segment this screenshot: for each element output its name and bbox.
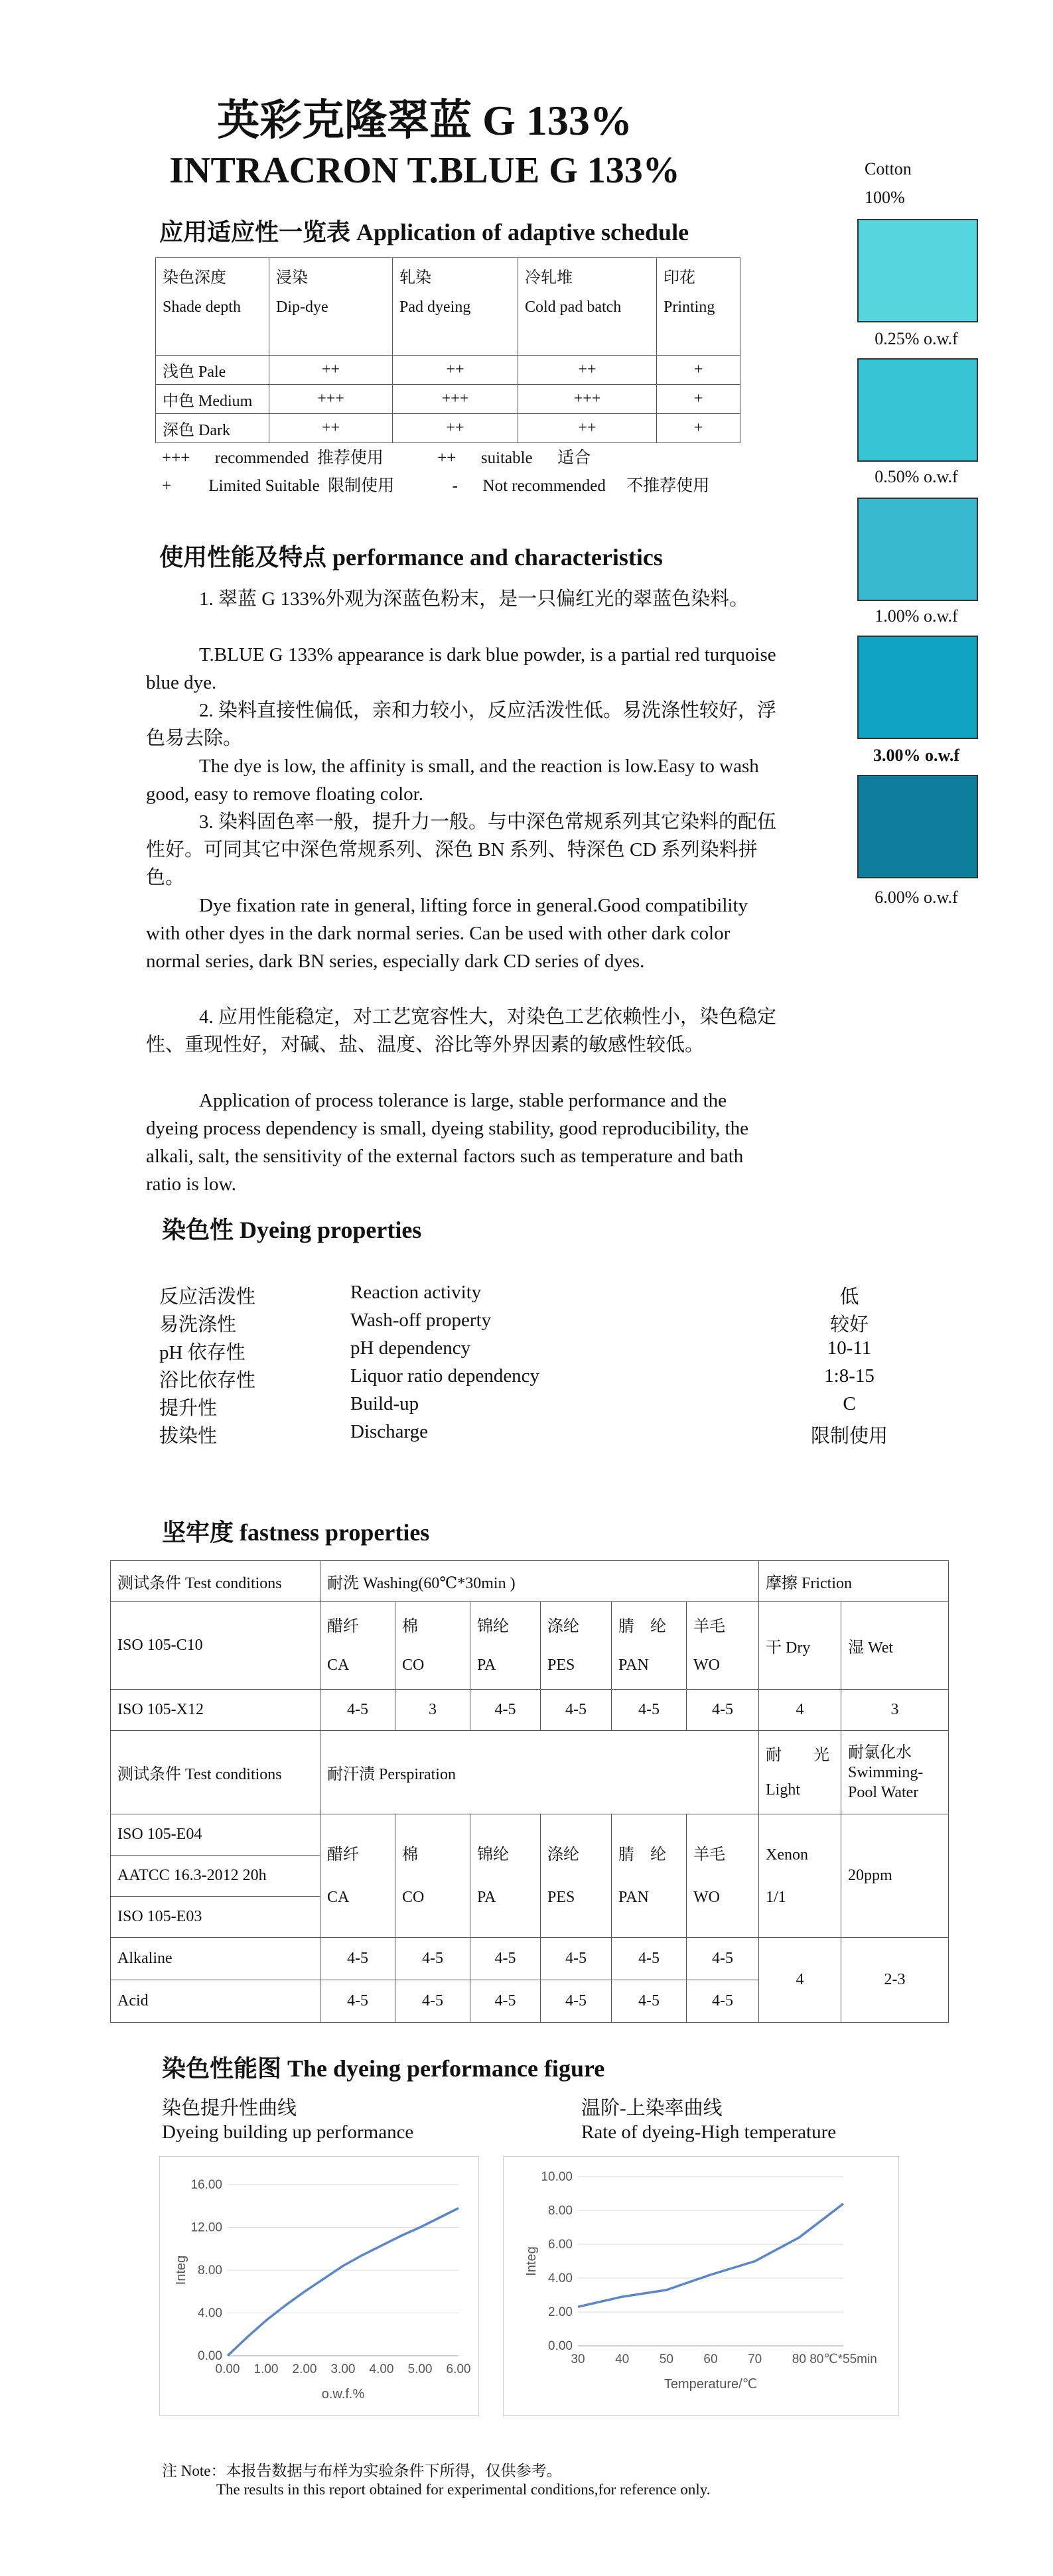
y-axis-title: Integ bbox=[524, 2246, 539, 2276]
right-chart bbox=[503, 2156, 899, 2416]
dyeing-en-2: pH dependency bbox=[350, 1337, 471, 1359]
rate-of-dyeing-chart bbox=[504, 2157, 898, 2415]
swatch-label-6-00: 6.00% o.w.f bbox=[875, 888, 958, 907]
cell-chlorine-value: 2-3 bbox=[841, 1938, 949, 2023]
cell-dark-pad: ++ bbox=[393, 414, 518, 443]
cell-perspiration: 耐汗渍 Perspiration bbox=[320, 1731, 759, 1814]
cell-fiber-ca: 醋纤 CA bbox=[320, 1602, 395, 1690]
cell-acid-ca: 4-5 bbox=[320, 1980, 395, 2023]
figure-heading: 染色性能图 The dyeing performance figure bbox=[162, 2055, 605, 2082]
cell-acid-pa: 4-5 bbox=[470, 1980, 541, 2023]
fastness-row-perspiration bbox=[111, 1731, 949, 1814]
cell-pale-print: + bbox=[657, 356, 740, 385]
series-line bbox=[578, 2204, 843, 2307]
performance-heading: 使用性能及特点 performance and characteristics bbox=[159, 544, 663, 571]
swatch-6-00 bbox=[857, 775, 978, 878]
dyeing-cn-5: 拔染性 bbox=[159, 1426, 218, 1447]
cell-pale-cold: ++ bbox=[518, 356, 657, 385]
y-tick-label: 2.00 bbox=[548, 2305, 573, 2319]
swatch-1-00 bbox=[857, 498, 978, 601]
cell-pale-pad: ++ bbox=[393, 356, 518, 385]
cell-x12-co: 3 bbox=[395, 1690, 470, 1731]
cell-x12-pa: 4-5 bbox=[470, 1690, 541, 1731]
cell-iso-c10: ISO 105-C10 bbox=[111, 1602, 320, 1690]
swatch-0-50 bbox=[857, 358, 978, 462]
application-legend-1: +++ recommended 推荐使用 ++ suitable 适合 bbox=[162, 449, 591, 467]
fastness-row-alkaline bbox=[111, 1938, 949, 1980]
performance-p4-cn: 4. 应用性能稳定，对工艺宽容性大，对染色工艺依赖性小，染色稳定性、重现性好，对碱、盐、温度、浴比等外界因素的敏感性较低。 bbox=[146, 1006, 777, 1055]
cell-alkaline-co: 4-5 bbox=[395, 1938, 470, 1980]
left-chart bbox=[159, 2156, 479, 2416]
application-legend-2: + Limited Suitable 限制使用 - Not recommended 不推荐使用 bbox=[162, 477, 710, 495]
y-tick-label: 8.00 bbox=[198, 2264, 222, 2277]
y-tick-label: 16.00 bbox=[190, 2178, 222, 2192]
x-tick-label: 60 bbox=[703, 2352, 718, 2366]
x-tick-label: 6.00 bbox=[446, 2362, 471, 2376]
performance-p1-en: T.BLUE G 133% appearance is dark blue powder, is a partial red turquoise blue dye. bbox=[146, 644, 776, 693]
dyeing-heading: 染色性 Dyeing properties bbox=[162, 1217, 422, 1243]
dyeing-cn-4: 提升性 bbox=[159, 1398, 218, 1419]
x-tick-label: 0.00 bbox=[215, 2362, 240, 2376]
building-up-chart bbox=[160, 2157, 478, 2415]
performance-p3-cn: 3. 染料固色率一般，提升力一般。与中深色常规系列其它染料的配伍性好。可同其它中深色常规系列、深色 BN 系列、特深色 CD 系列染料拼色。 bbox=[146, 811, 777, 888]
cell-alkaline-ca: 4-5 bbox=[320, 1938, 395, 1980]
cell-dry: 干 Dry bbox=[759, 1602, 841, 1690]
x-tick-label: 70 bbox=[748, 2352, 762, 2366]
cell-wet: 湿 Wet bbox=[841, 1602, 949, 1690]
cell-friction: 摩擦 Friction bbox=[759, 1561, 949, 1602]
cell-dark-print: + bbox=[657, 414, 740, 443]
header-pad-dyeing: 轧染 Pad dyeing bbox=[393, 258, 518, 356]
cell-dark-dip: ++ bbox=[269, 414, 393, 443]
header-printing: 印花 Printing bbox=[657, 258, 740, 356]
cell-medium: 中色 Medium bbox=[156, 385, 269, 414]
dyeing-val-0: 低 bbox=[839, 1286, 859, 1308]
x-tick-label: 80℃*55min bbox=[809, 2352, 877, 2366]
application-row-dark bbox=[156, 414, 740, 443]
dyeing-val-3: 1:8-15 bbox=[824, 1365, 875, 1387]
header-cold-pad-batch: 冷轧堆 Cold pad batch bbox=[518, 258, 657, 356]
series-line bbox=[228, 2208, 458, 2356]
application-row-pale bbox=[156, 356, 740, 385]
performance-p3-en: Dye fixation rate in general, lifting force in general.Good compatibility with other dyes in the dark normal series. Can be used with other dark color normal series, dark BN series, especially dark CD series of dyes. bbox=[146, 895, 748, 972]
cell-medium-print: + bbox=[657, 385, 740, 414]
swatch-label-0-25: 0.25% o.w.f bbox=[875, 329, 958, 348]
cell-x12-pan: 4-5 bbox=[612, 1690, 687, 1731]
cell-fiber-pa-2: 锦纶 PA bbox=[470, 1814, 541, 1938]
cell-pale-dip: ++ bbox=[269, 356, 393, 385]
cell-fiber-wo: 羊毛 WO bbox=[687, 1602, 759, 1690]
x-axis-title: Temperature/℃ bbox=[664, 2377, 758, 2392]
cell-fiber-ca-2: 醋纤 CA bbox=[320, 1814, 395, 1938]
left-chart-title-en: Dyeing building up performance bbox=[162, 2122, 414, 2143]
dyeing-en-1: Wash-off property bbox=[350, 1310, 492, 1331]
dyeing-en-3: Liquor ratio dependency bbox=[350, 1365, 540, 1387]
dyeing-cn-2: pH 依存性 bbox=[159, 1342, 246, 1363]
cotton-label: Cotton bbox=[865, 159, 912, 178]
x-tick-label: 4.00 bbox=[369, 2362, 394, 2376]
application-header-row bbox=[156, 258, 740, 356]
performance-p1-cn: 1. 翠蓝 G 133%外观为深蓝色粉末，是一只偏红光的翠蓝色染料。 bbox=[199, 588, 749, 610]
cell-light-value: 4 bbox=[759, 1938, 841, 2023]
dyeing-en-5: Discharge bbox=[350, 1421, 429, 1442]
cell-fiber-co: 棉 CO bbox=[395, 1602, 470, 1690]
cell-acid: Acid bbox=[111, 1980, 320, 2023]
application-row-medium bbox=[156, 385, 740, 414]
y-tick-label: 10.00 bbox=[541, 2170, 573, 2184]
cell-dark: 深色 Dark bbox=[156, 414, 269, 443]
cell-pale: 浅色 Pale bbox=[156, 356, 269, 385]
cell-chlorine: 耐氯化水 Swimming-Pool Water bbox=[841, 1731, 949, 1814]
cell-test-conditions: 测试条件 Test conditions bbox=[111, 1561, 320, 1602]
dyeing-cn-0: 反应活泼性 bbox=[159, 1286, 256, 1308]
dyeing-cn-1: 易洗涤性 bbox=[159, 1314, 237, 1335]
cotton-percent: 100% bbox=[865, 188, 905, 207]
x-tick-label: 5.00 bbox=[407, 2362, 433, 2376]
cell-aatcc: AATCC 16.3-2012 20h bbox=[111, 1856, 320, 1897]
swatch-label-1-00: 1.00% o.w.f bbox=[875, 606, 958, 626]
cell-x12-wo: 4-5 bbox=[687, 1690, 759, 1731]
x-tick-label: 3.00 bbox=[330, 2362, 356, 2376]
cell-iso-e03: ISO 105-E03 bbox=[111, 1897, 320, 1938]
swatch-3-00 bbox=[857, 636, 978, 739]
y-tick-label: 8.00 bbox=[548, 2204, 573, 2218]
cell-alkaline-pan: 4-5 bbox=[612, 1938, 687, 1980]
cell-test-conditions-2: 测试条件 Test conditions bbox=[111, 1731, 320, 1814]
right-chart-title-en: Rate of dyeing-High temperature bbox=[581, 2122, 837, 2143]
swatch-label-3-00: 3.00% o.w.f bbox=[873, 746, 959, 765]
fastness-row-c10 bbox=[111, 1602, 949, 1690]
swatch-label-0-50: 0.50% o.w.f bbox=[875, 467, 958, 486]
cell-iso-x12: ISO 105-X12 bbox=[111, 1690, 320, 1731]
dyeing-val-4: C bbox=[843, 1393, 856, 1414]
dyeing-en-4: Build-up bbox=[350, 1393, 419, 1414]
y-axis-title: Integ bbox=[174, 2255, 188, 2285]
cell-fiber-pan: 腈 纶 PAN bbox=[612, 1602, 687, 1690]
cell-fiber-wo-2: 羊毛 WO bbox=[687, 1814, 759, 1938]
cell-x12-wet: 3 bbox=[841, 1690, 949, 1731]
fastness-row-header bbox=[111, 1561, 949, 1602]
fastness-row-x12 bbox=[111, 1690, 949, 1731]
cell-alkaline-pes: 4-5 bbox=[541, 1938, 612, 1980]
header-dip-dye: 浸染 Dip-dye bbox=[269, 258, 393, 356]
title-chinese: 英彩克隆翠蓝 G 133% bbox=[217, 97, 632, 144]
cell-fiber-co-2: 棉 CO bbox=[395, 1814, 470, 1938]
fastness-heading: 坚牢度 fastness properties bbox=[162, 1519, 430, 1546]
swatch-0-25 bbox=[857, 219, 978, 322]
cell-dark-cold: ++ bbox=[518, 414, 657, 443]
left-chart-title-cn: 染色提升性曲线 bbox=[162, 2098, 297, 2119]
y-tick-label: 6.00 bbox=[548, 2238, 573, 2252]
cell-acid-pan: 4-5 bbox=[612, 1980, 687, 2023]
cell-fiber-pa: 锦纶 PA bbox=[470, 1602, 541, 1690]
cell-alkaline: Alkaline bbox=[111, 1938, 320, 1980]
cell-fiber-pan-2: 腈 纶 PAN bbox=[612, 1814, 687, 1938]
note-cn: 注 Note：本报告数据与布样为实验条件下所得，仅供参考。 bbox=[162, 2463, 562, 2479]
dyeing-en-0: Reaction activity bbox=[350, 1282, 482, 1303]
cell-medium-dip: +++ bbox=[269, 385, 393, 414]
cell-washing: 耐洗 Washing(60℃*30min ) bbox=[320, 1561, 759, 1602]
dyeing-val-1: 较好 bbox=[829, 1314, 869, 1335]
dyeing-val-2: 10-11 bbox=[827, 1337, 872, 1359]
performance-p2-en: The dye is low, the affinity is small, and the reaction is low.Easy to wash good, easy to remove floating color. bbox=[146, 756, 759, 805]
fastness-table bbox=[110, 1560, 949, 2023]
fastness-row-e04 bbox=[111, 1814, 949, 1856]
y-tick-label: 0.00 bbox=[548, 2339, 573, 2353]
note-en: The results in this report obtained for experimental conditions,for reference only. bbox=[216, 2481, 711, 2498]
x-tick-label: 30 bbox=[571, 2352, 585, 2366]
y-tick-label: 4.00 bbox=[198, 2306, 222, 2321]
cell-acid-wo: 4-5 bbox=[687, 1980, 759, 2023]
dyeing-val-5: 限制使用 bbox=[810, 1426, 888, 1447]
cell-ppm: 20ppm bbox=[841, 1814, 949, 1938]
cell-alkaline-wo: 4-5 bbox=[687, 1938, 759, 1980]
dyeing-cn-3: 浴比依存性 bbox=[159, 1370, 256, 1391]
cell-alkaline-pa: 4-5 bbox=[470, 1938, 541, 1980]
header-shade-depth: 染色深度 Shade depth bbox=[156, 258, 269, 356]
application-heading: 应用适应性一览表 Application of adaptive schedule bbox=[159, 219, 689, 245]
cell-light: 耐 光 Light bbox=[759, 1731, 841, 1814]
cell-xenon: Xenon 1/1 bbox=[759, 1814, 841, 1938]
x-tick-label: 40 bbox=[615, 2352, 630, 2366]
cell-acid-pes: 4-5 bbox=[541, 1980, 612, 2023]
cell-x12-ca: 4-5 bbox=[320, 1690, 395, 1731]
y-tick-label: 0.00 bbox=[198, 2349, 222, 2363]
performance-p2-cn: 2. 染料直接性偏低，亲和力较小，反应活泼性低。易洗涤性较好，浮色易去除。 bbox=[146, 700, 777, 749]
application-table bbox=[155, 257, 740, 443]
cell-fiber-pes-2: 涤纶 PES bbox=[541, 1814, 612, 1938]
x-tick-label: 2.00 bbox=[292, 2362, 317, 2376]
y-tick-label: 4.00 bbox=[548, 2271, 573, 2285]
cell-acid-co: 4-5 bbox=[395, 1980, 470, 2023]
y-tick-label: 12.00 bbox=[190, 2220, 222, 2235]
right-chart-title-cn: 温阶-上染率曲线 bbox=[581, 2098, 723, 2119]
cell-iso-e04: ISO 105-E04 bbox=[111, 1814, 320, 1856]
performance-p4-en: Application of process tolerance is large, stable performance and the dyeing process dependency is small, dyeing stability, good reproducibility, the alkali, salt, the sensitivity of the external factors such as temperature and bath ratio is low. bbox=[146, 1090, 748, 1195]
cell-x12-pes: 4-5 bbox=[541, 1690, 612, 1731]
x-tick-label: 1.00 bbox=[253, 2362, 279, 2376]
cell-x12-dry: 4 bbox=[759, 1690, 841, 1731]
cell-medium-pad: +++ bbox=[393, 385, 518, 414]
x-axis-title: o.w.f.% bbox=[321, 2387, 365, 2402]
cell-fiber-pes: 涤纶 PES bbox=[541, 1602, 612, 1690]
title-english: INTRACRON T.BLUE G 133% bbox=[169, 150, 680, 191]
cell-medium-cold: +++ bbox=[518, 385, 657, 414]
x-tick-label: 50 bbox=[659, 2352, 673, 2366]
x-tick-label: 80 bbox=[792, 2352, 806, 2366]
